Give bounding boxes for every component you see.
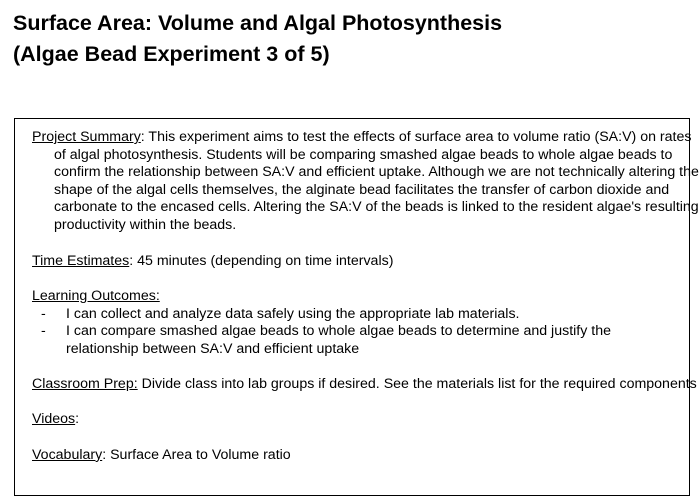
videos-text: : [75, 411, 80, 428]
videos-label: Videos [32, 411, 76, 428]
learning-outcomes-label: Learning Outcomes: [32, 288, 160, 305]
classroom-prep [32, 376, 700, 394]
title-line-2: (Algae Bead Experiment 3 of 5) [13, 42, 330, 66]
bullet-dash: - [41, 323, 46, 340]
vocabulary [32, 447, 700, 465]
project-summary-label: Project Summary [32, 129, 141, 145]
classroom-prep-text: Divide class into lab groups if desired. See the materials list for the required components [137, 375, 697, 392]
vocabulary-label: Vocabulary [32, 446, 103, 463]
learning-outcomes-heading [32, 288, 700, 306]
document-title [13, 8, 502, 70]
time-estimates-label: Time Estimates [32, 252, 130, 269]
list-item [32, 306, 682, 324]
project-overview-box [14, 118, 699, 496]
project-summary [32, 129, 700, 235]
project-summary-text: : This experiment aims to test the effects of surface area to volume ratio (SA:V) on rates of algal photosynthesis. Students will be comparing smashed algae beads to whole algae beads to confirm the relationship between SA:V and efficient uptake. Although we are not technically altering the shape of the algal cells themselves, the alginate bead facilitates the transfer of carbon dioxide and carbonate to the encased cells. Altering the SA:V of the beads is linked to the resident algae's resulting productivity within the beads. [54, 129, 699, 233]
list-item-text: I can collect and analyze data safely using the appropriate lab materials. [66, 305, 520, 322]
title-line-1: Surface Area: Volume and Algal Photosynthesis [13, 11, 503, 35]
videos [32, 411, 700, 429]
vocabulary-text: : Surface Area to Volume ratio [102, 446, 291, 463]
list-item-text: I can compare smashed algae beads to whole algae beads to determine and justify the relationship between SA:V and efficient uptake [66, 323, 611, 357]
time-estimates-text: : 45 minutes (depending on time intervals) [129, 252, 394, 269]
time-estimates [32, 253, 700, 271]
learning-outcomes-list [32, 306, 689, 359]
bullet-dash: - [41, 305, 46, 322]
list-item [32, 323, 682, 358]
classroom-prep-label: Classroom Prep: [32, 375, 138, 392]
